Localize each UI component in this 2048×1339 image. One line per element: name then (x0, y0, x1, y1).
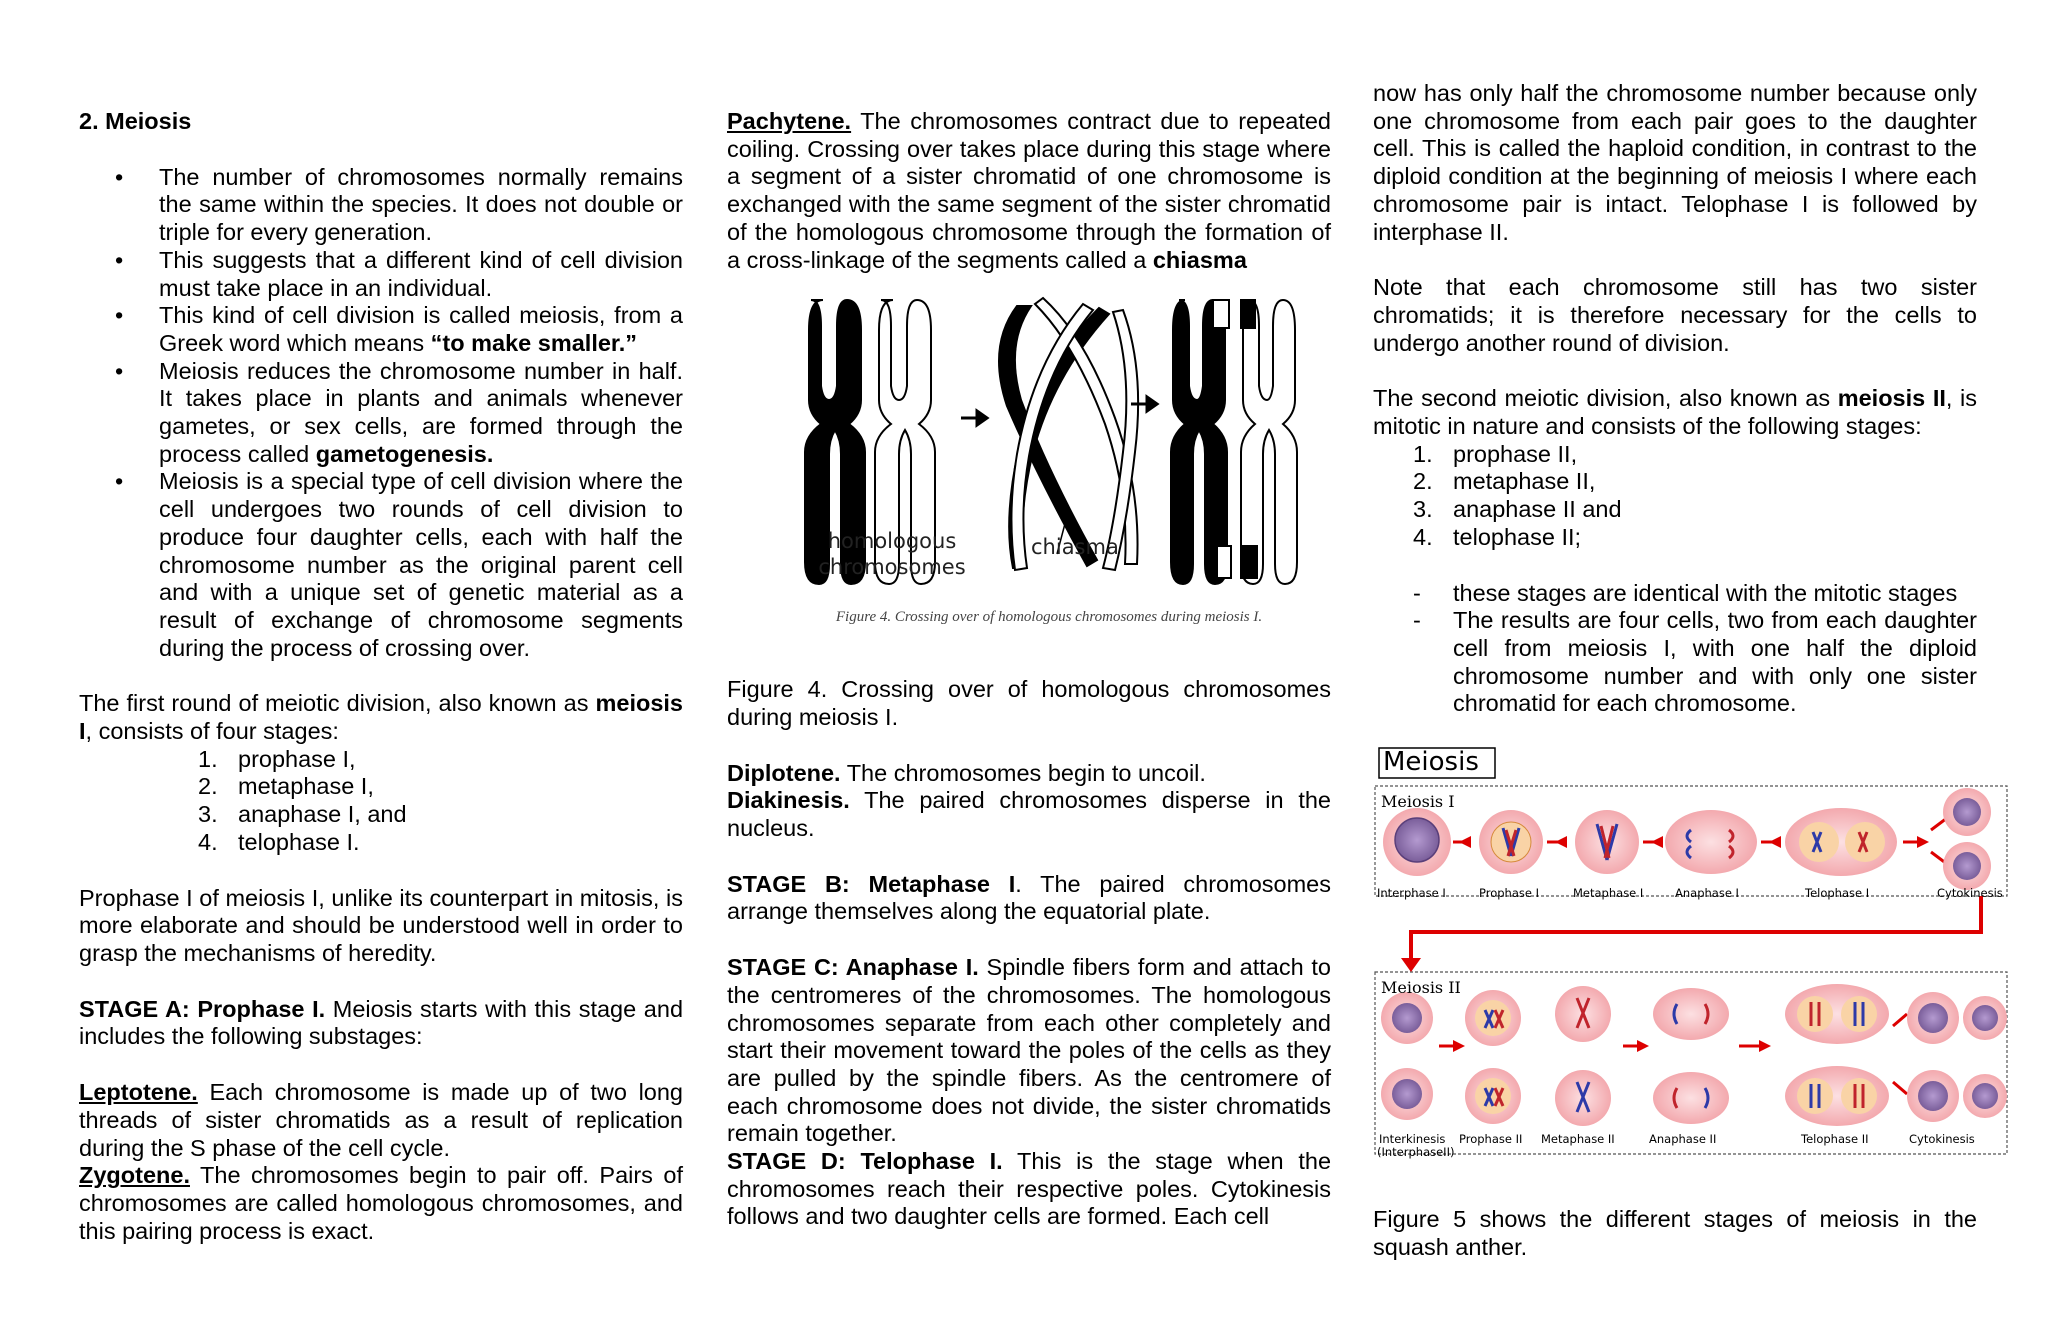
stage-label: Telophase I (1805, 886, 1870, 901)
stage-d-paragraph: STAGE D: Telophase I. This is the stage when the chromosomes reach their respective poles. Cytokinesis follows and two daughter cells are formed. Each cell (727, 1148, 1332, 1230)
meiosis-1-label: Meiosis I (1381, 792, 1455, 812)
list-item: • This kind of cell division is called meiosis, from a Greek word which means “to make smaller.” (79, 302, 683, 357)
stage-a-paragraph: STAGE A: Prophase I. Meiosis starts with this stage and includes the following substages: (79, 995, 684, 1050)
meiosis-2-stage-labels (1373, 1126, 2013, 1160)
stage-label: Metaphase I (1573, 886, 1644, 901)
zygotene-paragraph: Zygotene. The chromosomes begin to pair off. Pairs of chromosomes are called homologous chromosomes, and this pairing process is exact. (79, 1162, 683, 1244)
note-paragraph: Note that each chromosome still has two sister chromatids; it is therefore necessary for the cells to undergo another round of division. (1373, 274, 1977, 356)
list-item: 4. telophase II; (1413, 523, 1582, 550)
stage-label: (InterphaseII) (1377, 1145, 1455, 1160)
telophase-i-cell (1785, 808, 1897, 876)
list-item: - these stages are identical with the mitotic stages (1373, 580, 1977, 608)
stage-label: Metaphase II (1541, 1132, 1615, 1147)
arrow-right-icon (961, 411, 987, 425)
meiosis-bullet-list (79, 164, 683, 663)
diakinesis-paragraph: Diakinesis. The paired chromosomes disperse in the nucleus. (727, 787, 1332, 842)
column-3 (1373, 80, 2003, 1261)
list-item: • The number of chromosomes normally remains the same within the species. It does not double or triple for every generation. (79, 164, 683, 247)
column-1 (79, 108, 683, 1245)
stage-label: Interkinesis (1379, 1132, 1446, 1147)
list-item: 4. telophase I. (198, 828, 360, 855)
list-item: • Meiosis reduces the chromosome number in half. It takes place in plants and animals whenever gametes, or sex cells, are formed through the process called gametogenesis. (79, 358, 683, 469)
metaphase-i-cell (1575, 810, 1639, 874)
recombinant-chromosome-2 (1241, 300, 1297, 584)
figure-4-caption: Figure 4. Crossing over of homologous chromosomes during meiosis I. (727, 676, 1331, 730)
list-item: 2. metaphase I, (198, 773, 374, 800)
arrow-down-icon (1401, 958, 1421, 972)
anaphase-i-cell (1665, 810, 1757, 874)
list-item: 1. prophase I, (198, 745, 356, 772)
stage-label: Interphase I (1377, 886, 1446, 901)
stage-label: Cytokinesis (1937, 886, 2003, 901)
list-item: 1. prophase II, (1413, 440, 1578, 467)
results-dash-list (1373, 580, 1977, 719)
figure-5-title: Meiosis (1383, 747, 1479, 778)
stage-label: Anaphase I (1675, 886, 1739, 901)
section-heading: 2. Meiosis (79, 108, 192, 134)
label-chiasma: chiasma (1031, 535, 1119, 560)
list-item: - The results are four cells, two from each daughter cell from meiosis I, with one half the diploid chromosome number and with only one sister chromatid for each chromosome. (1373, 607, 1977, 718)
meiosis2-stage-list (1373, 441, 1977, 552)
stage-label: Telophase II (1801, 1132, 1869, 1147)
figure-4 (727, 286, 1331, 670)
stage-label: Cytokinesis (1909, 1132, 1975, 1147)
stage-b-paragraph: STAGE B: Metaphase I. The paired chromosomes arrange themselves along the equatorial plate. (727, 870, 1331, 925)
meiosis2-intro: The second meiotic division, also known as meiosis II, is mitotic in nature and consists of the following stages: (1373, 385, 1977, 440)
interphase-i-cell (1383, 808, 1451, 876)
figure-5 (1373, 746, 2003, 1186)
stage-c-paragraph: STAGE C: Anaphase I. Spindle fibers form and attach to the centromeres of the chromosomes. The homologous chromosomes separate from each other completely and start their movement toward the poles of the cells as they are pulled by the spindle fibers. As the centromere of each chromosome does not divide, the sister chromatids remain together. (727, 954, 1332, 1147)
meiosis-1-stage-labels (1373, 880, 2013, 901)
list-item: • This suggests that a different kind of cell division must take place in an individual. (79, 247, 683, 302)
meiosis1-intro: The first round of meiotic division, also known as meiosis I, consists of four stages: (79, 690, 684, 745)
stage-label: Prophase I (1479, 886, 1539, 901)
column-2 (727, 108, 1331, 1231)
meiosis-stages-diagram (1371, 746, 2011, 1186)
figure-4-inner-caption: Figure 4. Crossing over of homologous chromosomes during meiosis I. (835, 609, 1263, 626)
list-item: 3. anaphase II and (1413, 496, 1622, 523)
diplotene-paragraph: Diplotene. The chromosomes begin to uncoil. (727, 759, 1206, 786)
prophase-paragraph: Prophase I of meiosis I, unlike its counterpart in mitosis, is more elaborate and should be understood well in order to grasp the mechanisms of heredity. (79, 884, 683, 966)
telophase-continued: now has only half the chromosome number because only one chromosome from each pair goes to the daughter cell. This is called the haploid condition, in contrast to the diploid condition at the beginning of meiosis I where each chromosome pair is intact. Telophase I is followed by interphase II. (1373, 80, 1977, 245)
pachytene-paragraph: Pachytene. The chromosomes contract due to repeated coiling. Crossing over takes place during this stage where a segment of a sister chromatid of one chromosome is exchanged with the same segment of the sister chromatid of the homologous chromosome through the formation of a cross-linkage of the segments called a chiasma (727, 108, 1331, 273)
list-item: 2. metaphase II, (1413, 468, 1596, 495)
list-item: 3. anaphase I, and (198, 801, 407, 828)
stage-label: Anaphase II (1649, 1132, 1717, 1147)
meiosis1-stage-list (79, 746, 683, 857)
list-item: • Meiosis is a special type of cell division where the cell undergoes two rounds of cell division to produce four daughter cells, each with half the chromosome number as the original parent cell and with a unique set of genetic material as a result of exchange of chromosome segments during the process of crossing over. (79, 468, 683, 662)
recombinant-chromosome-1 (1171, 300, 1231, 584)
meiosis-2-label: Meiosis II (1381, 978, 1461, 998)
leptotene-paragraph: Leptotene. Each chromosome is made up of two long threads of sister chromatids as a result of replication during the S phase of the cell cycle. (79, 1079, 683, 1161)
crossing-chromosomes (999, 298, 1138, 570)
figure-5-caption: Figure 5 shows the different stages of meiosis in the squash anther. (1373, 1206, 1977, 1260)
prophase-i-cell (1479, 810, 1543, 874)
label-homologous: homologous chromosomes (818, 529, 966, 580)
stage-label: Prophase II (1459, 1132, 1523, 1147)
